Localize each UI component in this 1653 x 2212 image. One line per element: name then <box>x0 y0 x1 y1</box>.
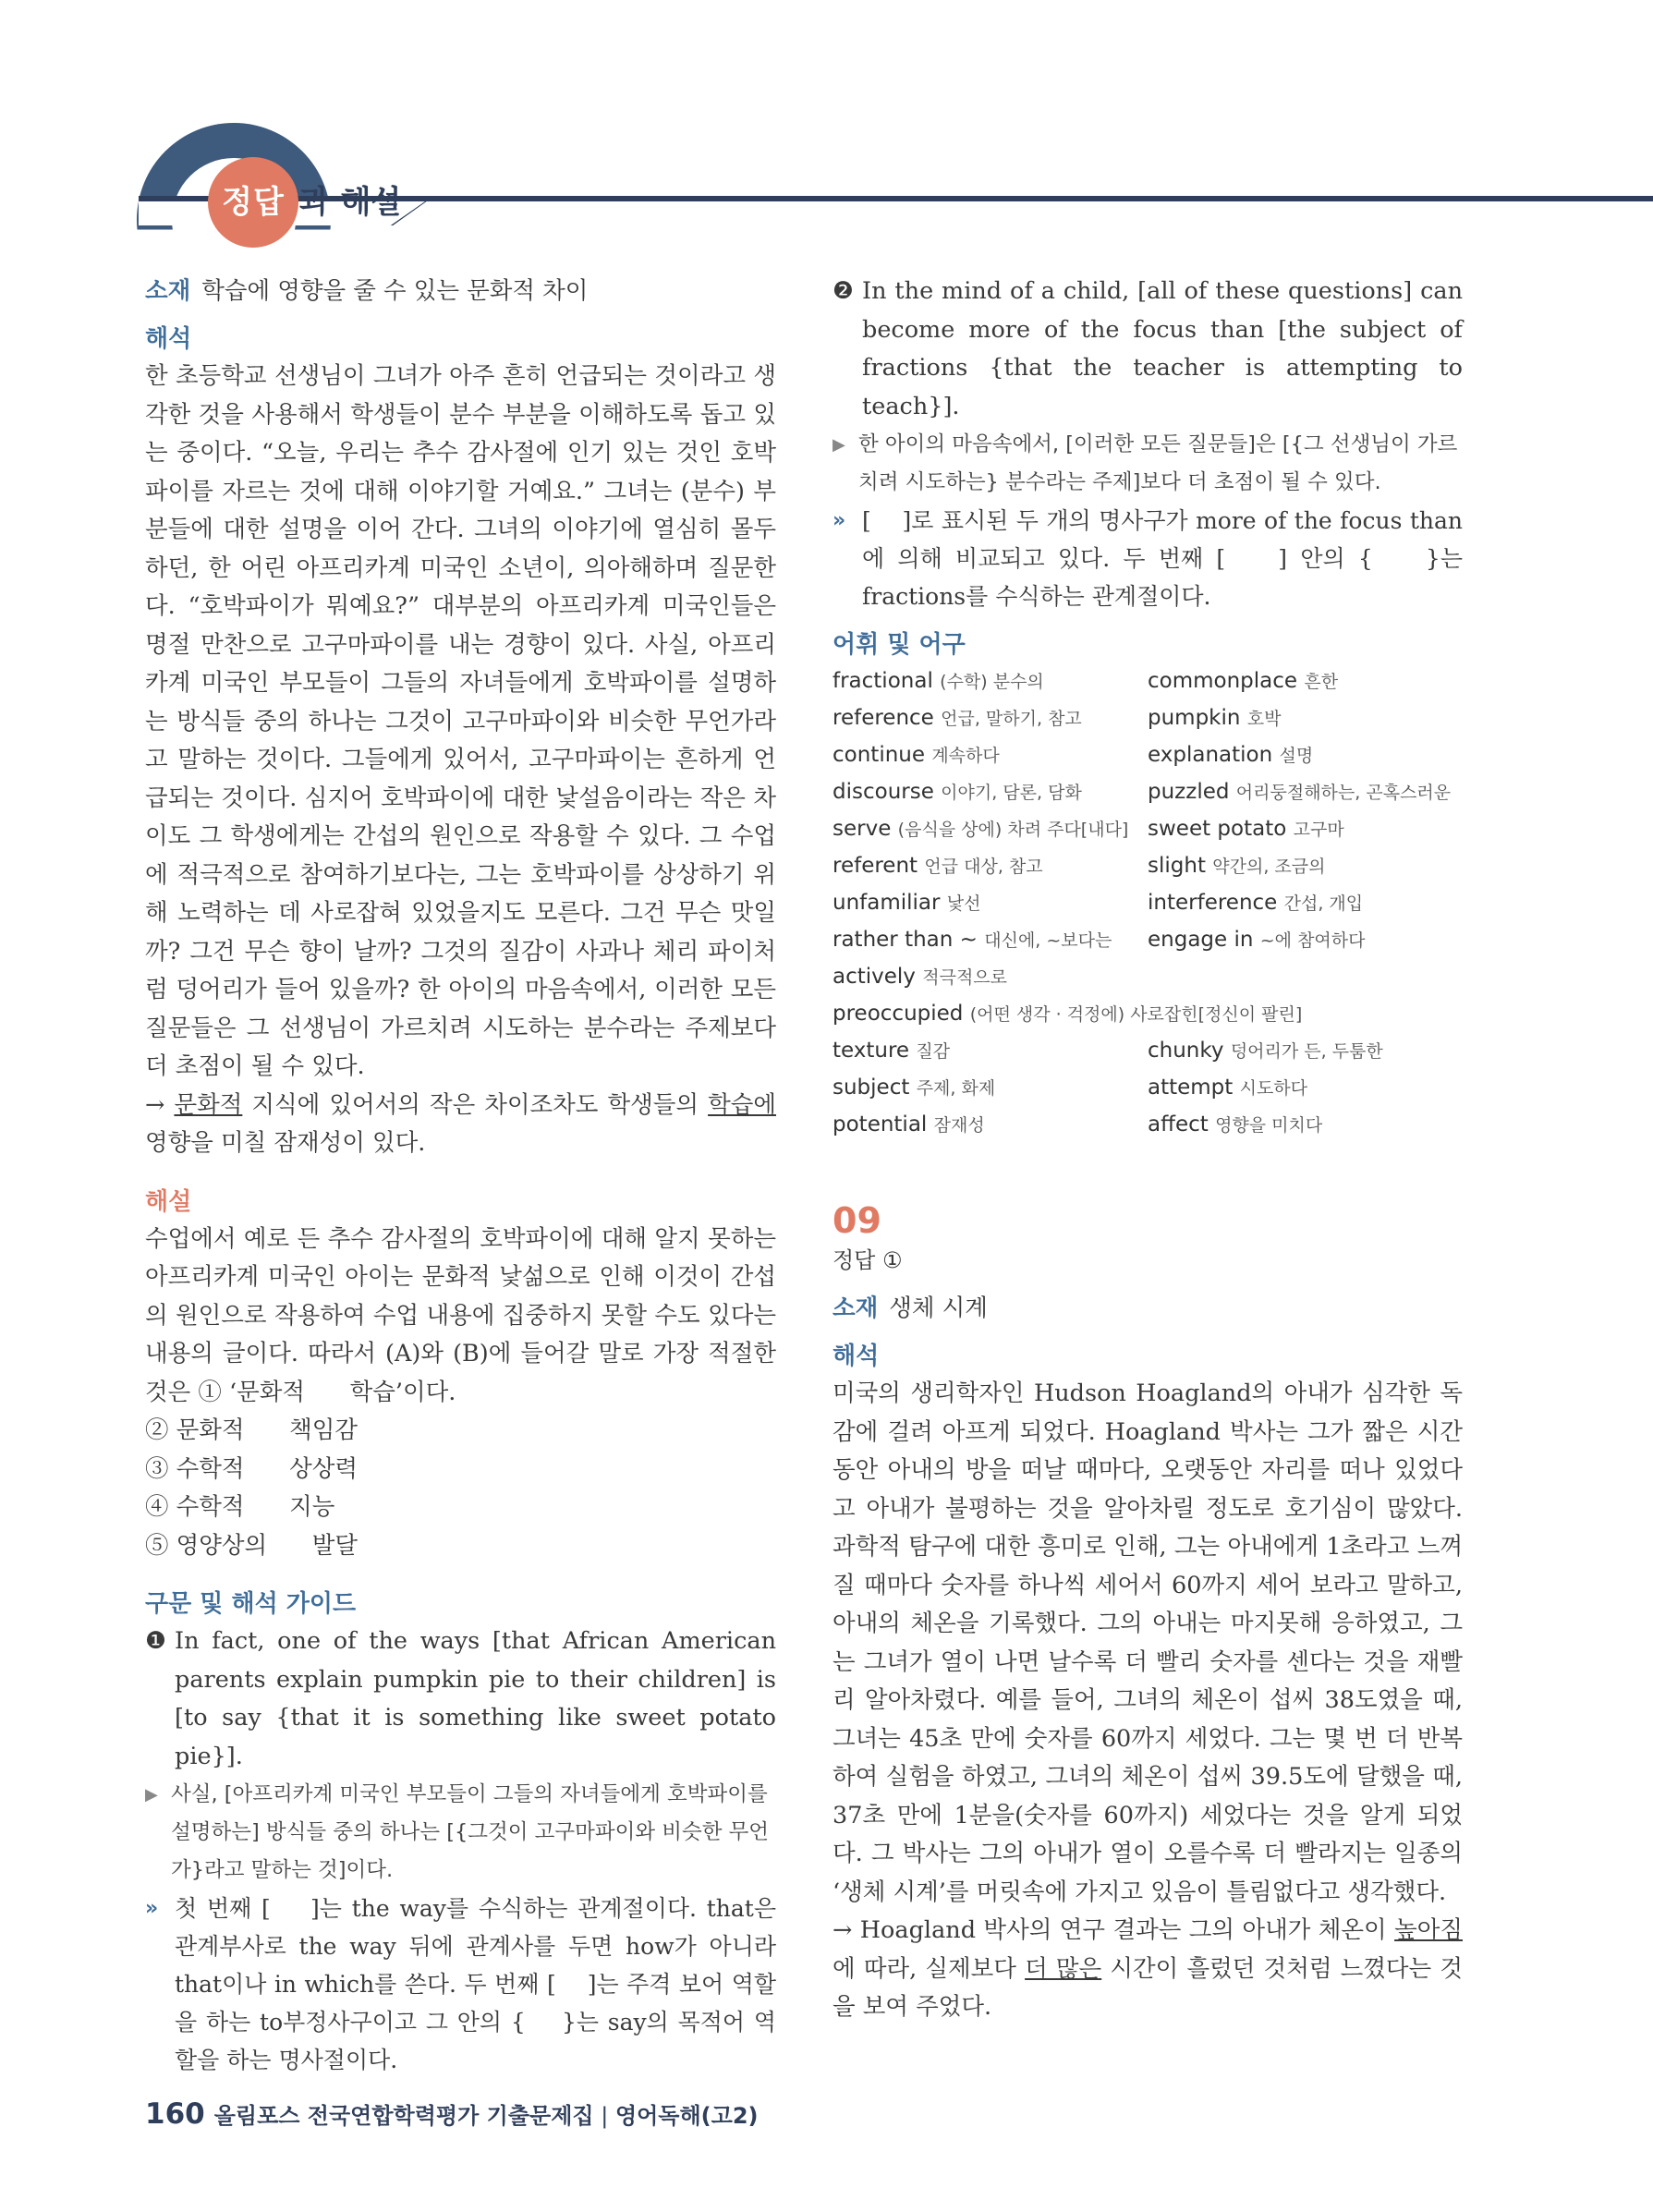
right-column <box>833 273 1470 2027</box>
header-title: 과 해설 <box>299 184 402 221</box>
guide-item-1 <box>145 1623 776 1776</box>
vocab-item: slight 약간의, 조금의 <box>1148 854 1326 878</box>
guide-note-2 <box>833 502 1470 615</box>
choice-3: ③ 수학적 상상력 <box>145 1454 359 1483</box>
summary-end: 시간이 흘렀던 것처럼 느꼈다는 것을 보여 주었다. <box>833 1954 1463 2021</box>
subject-title: 영어독해(고2) <box>614 2103 759 2129</box>
choice-4: ④ 수학적 지능 <box>145 1493 335 1521</box>
topic-text: 학습에 영향을 줄 수 있는 문화적 차이 <box>201 277 589 305</box>
vocab-item: affect 영향을 미치다 <box>1148 1112 1323 1136</box>
vocabulary-heading: 어휘 및 어구 <box>833 631 966 659</box>
guide-note-text-1: 첫 번째 [ ]는 the way를 수식하는 관계절이다. that은 관계부사로 the way 뒤에 관계사를 두면 how가 아니라 that이나 in which를 쓴다. 두 번째 [ ]는 주격 보어 역할을 하는 to부정사구이고 그 안의 { }는 say의 목적어 역할을 하는 명사절이다. <box>175 1895 784 2073</box>
guide-translation-1 <box>145 1776 776 1890</box>
summary-mid: 지식에 있어서의 작은 차이조차도 학생들의 <box>242 1090 709 1119</box>
topic-label: 소재 <box>145 277 191 305</box>
translation-text-09: 미국의 생리학자인 Hudson Hoagland의 아내가 심각한 독감에 걸려 아프게 되었다. Hoagland 박사는 그가 짧은 시간 동안 아내의 방을 떠날 때마다, 오랫동안 자리를 떠나 있었다고 아내가 불평하는 것을 알아차릴 정도로 호기심이 많았다. 과학적 탐구에 대한 흥미로 인해, 그는 아내에게 1초라고 느껴질 때마다 숫자를 하나씩 세어서 60까지 세어 보라고 말하고, 아내의 체온을 기록했다. 그의 아내는 마지못해 응하였고, 그는 그녀가 열이 나면 날수록 더 빨리 숫자를 센다는 것을 재빨리 알아차렸다. 예를 들어, 그녀의 체온이 섭씨 38도였을 때, 그녀는 45초 만에 숫자를 60까지 세었다. 그는 몇 번 더 반복하여 실험을 하였고, 그녀의 체온이 섭씨 39.5도에 달했을 때, 37초 만에 1분을(숫자를 60까지) 세었다는 것을 알게 되었다. 그 박사는 그의 아내가 열이 오를수록 더 빨라지는 일종의 ‘생체 시계’를 머릿속에 가지고 있음이 틀림없다고 생각했다. <box>833 1379 1463 1906</box>
topic-text: 생체 시계 <box>889 1294 988 1322</box>
vocab-item: subject 주제, 화제 <box>833 1076 996 1100</box>
vocab-item: unfamiliar 낯선 <box>833 891 981 915</box>
summary-blank-b: 학습에 <box>708 1090 776 1119</box>
summary-blank-a: 높아짐 <box>1394 1916 1463 1944</box>
guide-item-2 <box>833 273 1463 426</box>
vocab-item: potential 잠재성 <box>833 1112 985 1136</box>
vocab-item: explanation 설명 <box>1148 743 1314 767</box>
guide-translation-2 <box>833 426 1463 502</box>
summary-line <box>145 1087 776 1163</box>
explanation-text: 수업에서 예로 든 추수 감사절의 호박파이에 대해 알지 못하는 아프리카계 미국인 아이는 문화적 낯섦으로 인해 이것이 간섭의 원인으로 작용하여 수업 내용에 집중하지 못할 수도 있다는 내용의 글이다. 따라서 (A)와 (B)에 들어갈 말로 가장 적절한 것은 ① ‘문화적 학습’이다. <box>145 1224 784 1406</box>
vocab-item <box>1148 959 1463 996</box>
vocab-item: pumpkin 호박 <box>1148 706 1282 730</box>
vocab-item: serve (음식을 상에) 차려 주다[내다] <box>833 817 1129 841</box>
vocab-item: texture 질감 <box>833 1039 951 1063</box>
vocab-item: interference 간섭, 개입 <box>1148 891 1364 915</box>
translation-text: 한 초등학교 선생님이 그녀가 아주 흔히 언급되는 것이라고 생각한 것을 사용해서 학생들이 분수 부분을 이해하도록 돕고 있는 중이다. “오늘, 우리는 추수 감사절에 인기 있는 것인 호박파이를 자르는 것에 대해 이야기할 거예요.” 그녀는 (분수) 부분들에 대한 설명을 이어 간다. 그녀의 이야기에 열심히 몰두하던, 한 어린 아프리카계 미국인 소년이, 의아해하며 질문한다. “호박파이가 뭐예요?” 대부분의 아프리카계 미국인들은 명절 만찬으로 고구마파이를 내는 경향이 있다. 사실, 아프리카계 미국인 부모들이 그들의 자녀들에게 호박파이를 설명하는 방식들 중의 하나는 그것이 고구마파이와 비슷한 무언가라고 말하는 것이다. 그들에게 있어서, 고구마파이는 흔하게 언급되는 것이다. 심지어 호박파이에 대한 낯설음이라는 작은 차이도 그 학생에게는 간섭의 원인으로 작용할 수 있다. 그 수업에 적극적으로 참여하기보다는, 그는 호박파이를 상상하기 위해 노력하는 데 사로잡혀 있었을지도 모른다. 그건 무슨 맛일까? 그건 무슨 향이 날까? 그것의 질감이 사과나 체리 파이처럼 덩어리가 들어 있을까? 한 아이의 마음속에서, 이러한 모든 질문들은 그 선생님이 가르치려 시도하는 분수라는 주제보다 더 초점이 될 수 있다. <box>145 362 776 1080</box>
guide-note-1 <box>145 1890 784 2079</box>
summary-blank-b: 더 많은 <box>1025 1954 1102 1983</box>
left-column <box>145 273 784 2079</box>
vocab-item: engage in ~에 참여하다 <box>1148 928 1366 952</box>
summary-line-09 <box>833 1912 1463 2027</box>
vocab-item: actively 적극적으로 <box>833 965 1008 989</box>
summary-start: Hoagland 박사의 연구 결과는 그의 아내가 체온이 <box>852 1916 1395 1944</box>
guide-note-text-2: [ ]로 표시된 두 개의 명사구가 more of the focus than에 의해 비교되고 있다. 두 번째 [ ] 안의 { }는 fractions를 수식하는 관계절이다. <box>862 507 1470 610</box>
vocabulary-list <box>833 663 1463 1144</box>
vocab-item: sweet potato 고구마 <box>1148 817 1344 841</box>
double-arrow-bullet-icon: » <box>145 1897 159 1920</box>
guide-sentence-2: In the mind of a child, [all of these questions] can become more of the focus than [the subject of fractions {that the teacher is attempting to teach}]. <box>862 277 1463 420</box>
vocab-item: commonplace 흔한 <box>1148 669 1339 693</box>
summary-mid: 에 따라, 실제보다 <box>833 1954 1026 1983</box>
vocab-item-wide: preoccupied (어떤 생각 · 걱정에) 사로잡힌[정신이 팔린] <box>833 1002 1303 1026</box>
guide-number-2: ❷ <box>833 277 854 305</box>
summary-arrow: → <box>145 1090 165 1119</box>
vocab-item: discourse 이야기, 담론, 담화 <box>833 780 1082 804</box>
translation-heading: 해석 <box>145 325 192 353</box>
answer-line: 정답 ① <box>833 1247 903 1273</box>
grammar-guide-heading: 구문 및 해석 가이드 <box>145 1590 357 1618</box>
double-arrow-bullet-icon: » <box>833 509 846 532</box>
vocab-item: rather than ~ 대신에, ~보다는 <box>833 928 1112 952</box>
vocab-item: chunky 덩어리가 든, 두툼한 <box>1148 1039 1383 1063</box>
guide-translation-text-2: 한 아이의 마음속에서, [이러한 모든 질문들]은 [{그 선생님이 가르치려 시도하는} 분수라는 주제]보다 더 초점이 될 수 있다. <box>858 432 1458 494</box>
guide-number-1: ❶ <box>145 1627 166 1655</box>
explanation-heading: 해설 <box>145 1187 192 1216</box>
vocab-item: attempt 시도하다 <box>1148 1076 1308 1100</box>
vocab-item: puzzled 어리둥절해하는, 곤혹스러운 <box>1148 780 1452 804</box>
choice-2: ② 문화적 책임감 <box>145 1416 359 1444</box>
vocab-item: reference 언급, 말하기, 참고 <box>833 706 1082 730</box>
question-number: 09 <box>833 1200 881 1241</box>
topic-line <box>145 273 776 310</box>
topic-line-09 <box>833 1290 1463 1327</box>
vocab-item: fractional (수학) 분수의 <box>833 669 1044 693</box>
page-footer <box>145 2097 759 2131</box>
topic-label: 소재 <box>833 1294 879 1322</box>
footer-separator: | <box>601 2103 609 2129</box>
translation-heading-09: 해석 <box>833 1343 880 1370</box>
triangle-bullet-icon: ▶ <box>145 1785 158 1805</box>
summary-blank-a: 문화적 <box>174 1090 243 1119</box>
book-title: 올림포스 전국연합학력평가 기출문제집 <box>213 2103 594 2129</box>
triangle-bullet-icon: ▶ <box>833 435 845 455</box>
vocab-item: referent 언급 대상, 참고 <box>833 854 1043 878</box>
summary-end: 영향을 미칠 잠재성이 있다. <box>145 1129 426 1157</box>
header-badge-text: 정답 <box>222 184 285 221</box>
guide-sentence-1: In fact, one of the ways [that African American parents explain pumpkin pie to their children] is [to say {that it is something like sweet potato pie}]. <box>175 1627 776 1770</box>
page-number: 160 <box>145 2097 205 2131</box>
summary-arrow: → <box>833 1916 853 1944</box>
guide-translation-text-1: 사실, [아프리카계 미국인 부모들이 그들의 자녀들에게 호박파이를 설명하는] 방식들 중의 하나는 [{그것이 고구마파이와 비슷한 무언가}라고 말하는 것]이다. <box>171 1782 770 1882</box>
choice-5: ⑤ 영양상의 발달 <box>145 1531 359 1560</box>
vocab-item: continue 계속하다 <box>833 743 1000 767</box>
